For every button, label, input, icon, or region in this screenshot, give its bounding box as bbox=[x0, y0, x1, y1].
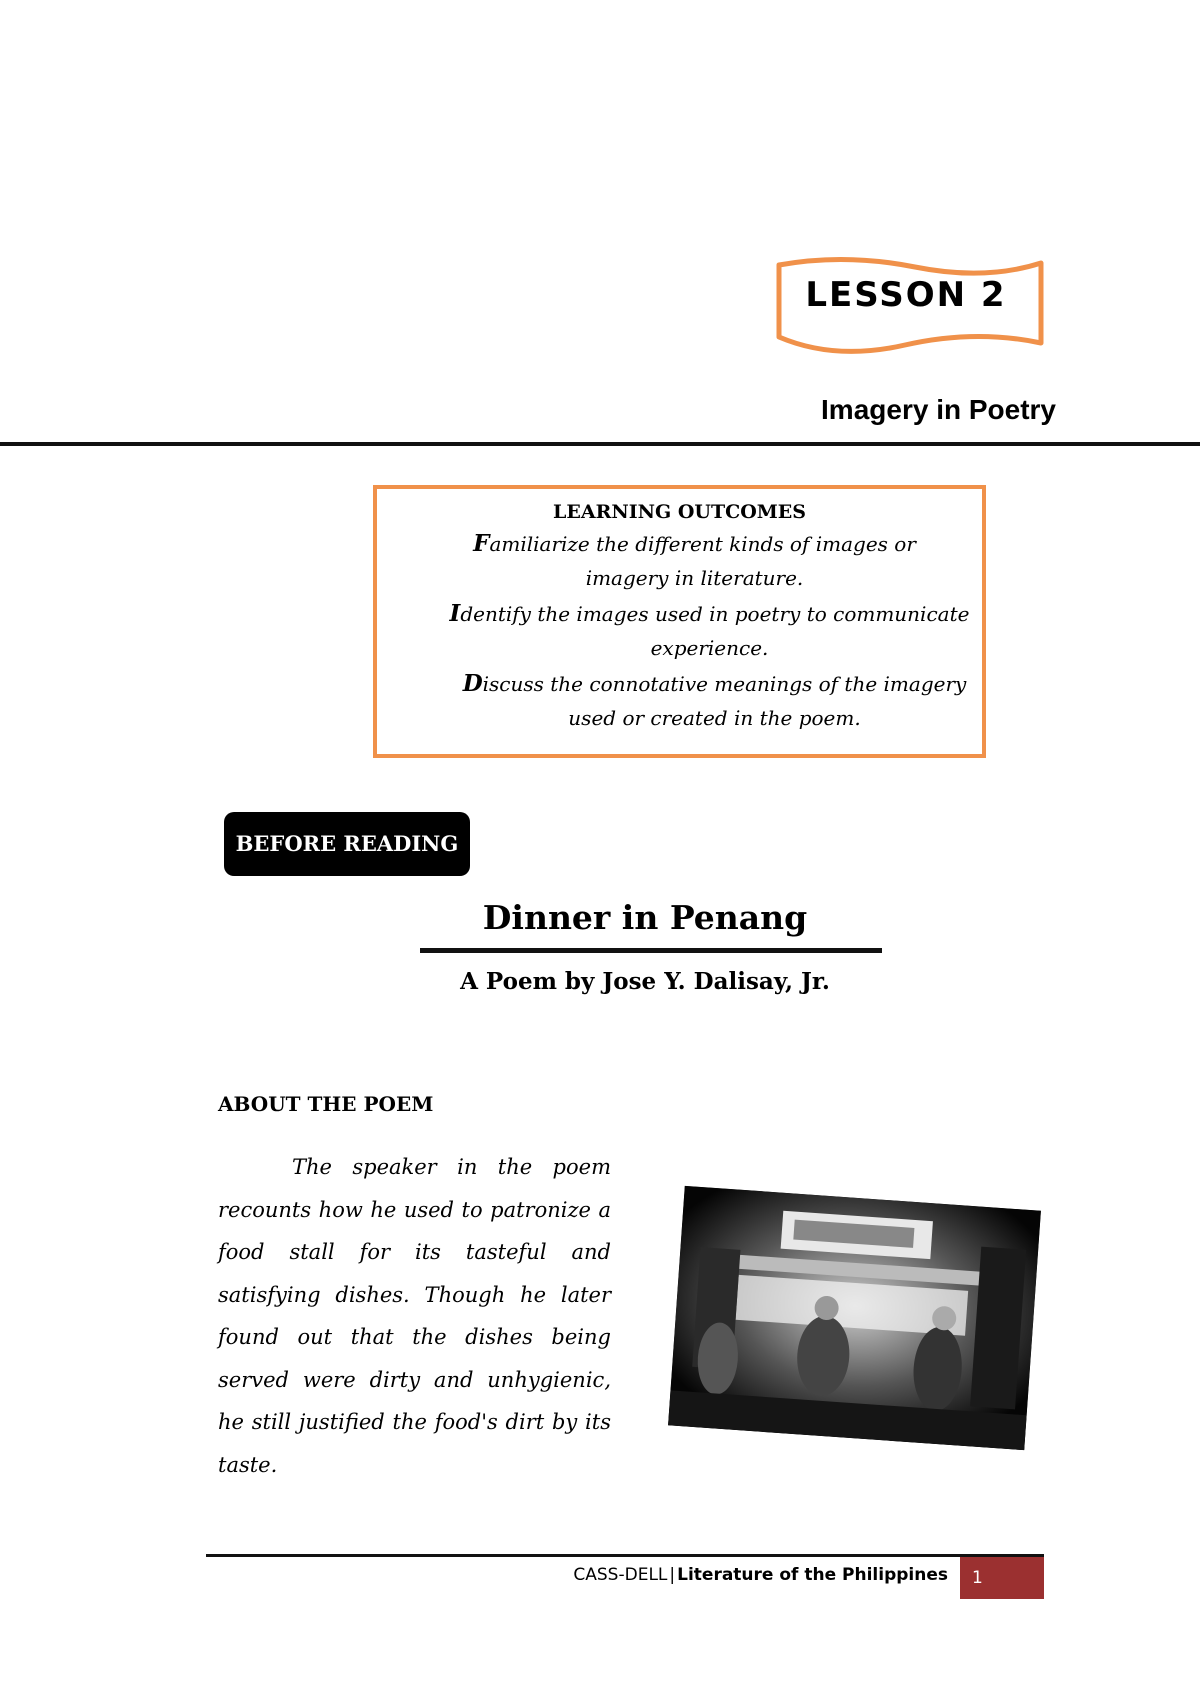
page-number: 1 bbox=[960, 1557, 1044, 1599]
poem-byline: A Poem by Jose Y. Dalisay, Jr. bbox=[460, 968, 830, 995]
footer-text bbox=[573, 1565, 948, 1585]
outcome-item bbox=[377, 597, 982, 665]
footer-course: Literature of the Philippines bbox=[677, 1565, 948, 1585]
about-heading: ABOUT THE POEM bbox=[218, 1092, 434, 1116]
about-paragraph: The speaker in the poem recounts how he used to patronize a food stall for its tasteful and satisfying dishes. Though he later found out that the dishes being served were dirty and unhygienic, he still justified the food's dirt by its taste. bbox=[218, 1155, 611, 1477]
outcome-item bbox=[377, 667, 982, 735]
poem-title: Dinner in Penang bbox=[482, 898, 808, 937]
outcome-text: dentify the images used in poetry to communicate experience. bbox=[460, 602, 970, 660]
learning-outcomes-box bbox=[373, 485, 986, 758]
footer-separator: | bbox=[669, 1565, 676, 1585]
outcome-lead-letter: D bbox=[462, 670, 483, 697]
food-stall-photo bbox=[668, 1186, 1041, 1450]
outcome-text: amiliarize the different kinds of images or imagery in literature. bbox=[489, 532, 916, 590]
learning-outcomes-title: LEARNING OUTCOMES bbox=[552, 501, 806, 523]
footer-divider bbox=[206, 1554, 1044, 1557]
before-reading-badge: BEFORE READING bbox=[224, 812, 470, 876]
header-divider bbox=[0, 442, 1200, 446]
outcome-lead-letter: I bbox=[449, 600, 461, 627]
photo-illustration bbox=[668, 1186, 1041, 1450]
lesson-banner bbox=[775, 255, 1047, 355]
outcome-item bbox=[377, 527, 982, 595]
footer-org: CASS-DELL bbox=[573, 1565, 668, 1585]
lesson-subtitle: Imagery in Poetry bbox=[821, 394, 1056, 425]
lesson-label: LESSON 2 bbox=[805, 275, 1007, 315]
outcome-text: iscuss the connotative meanings of the imagery used or created in the poem. bbox=[482, 672, 967, 730]
outcome-lead-letter: F bbox=[473, 530, 490, 557]
title-underline bbox=[420, 948, 882, 953]
